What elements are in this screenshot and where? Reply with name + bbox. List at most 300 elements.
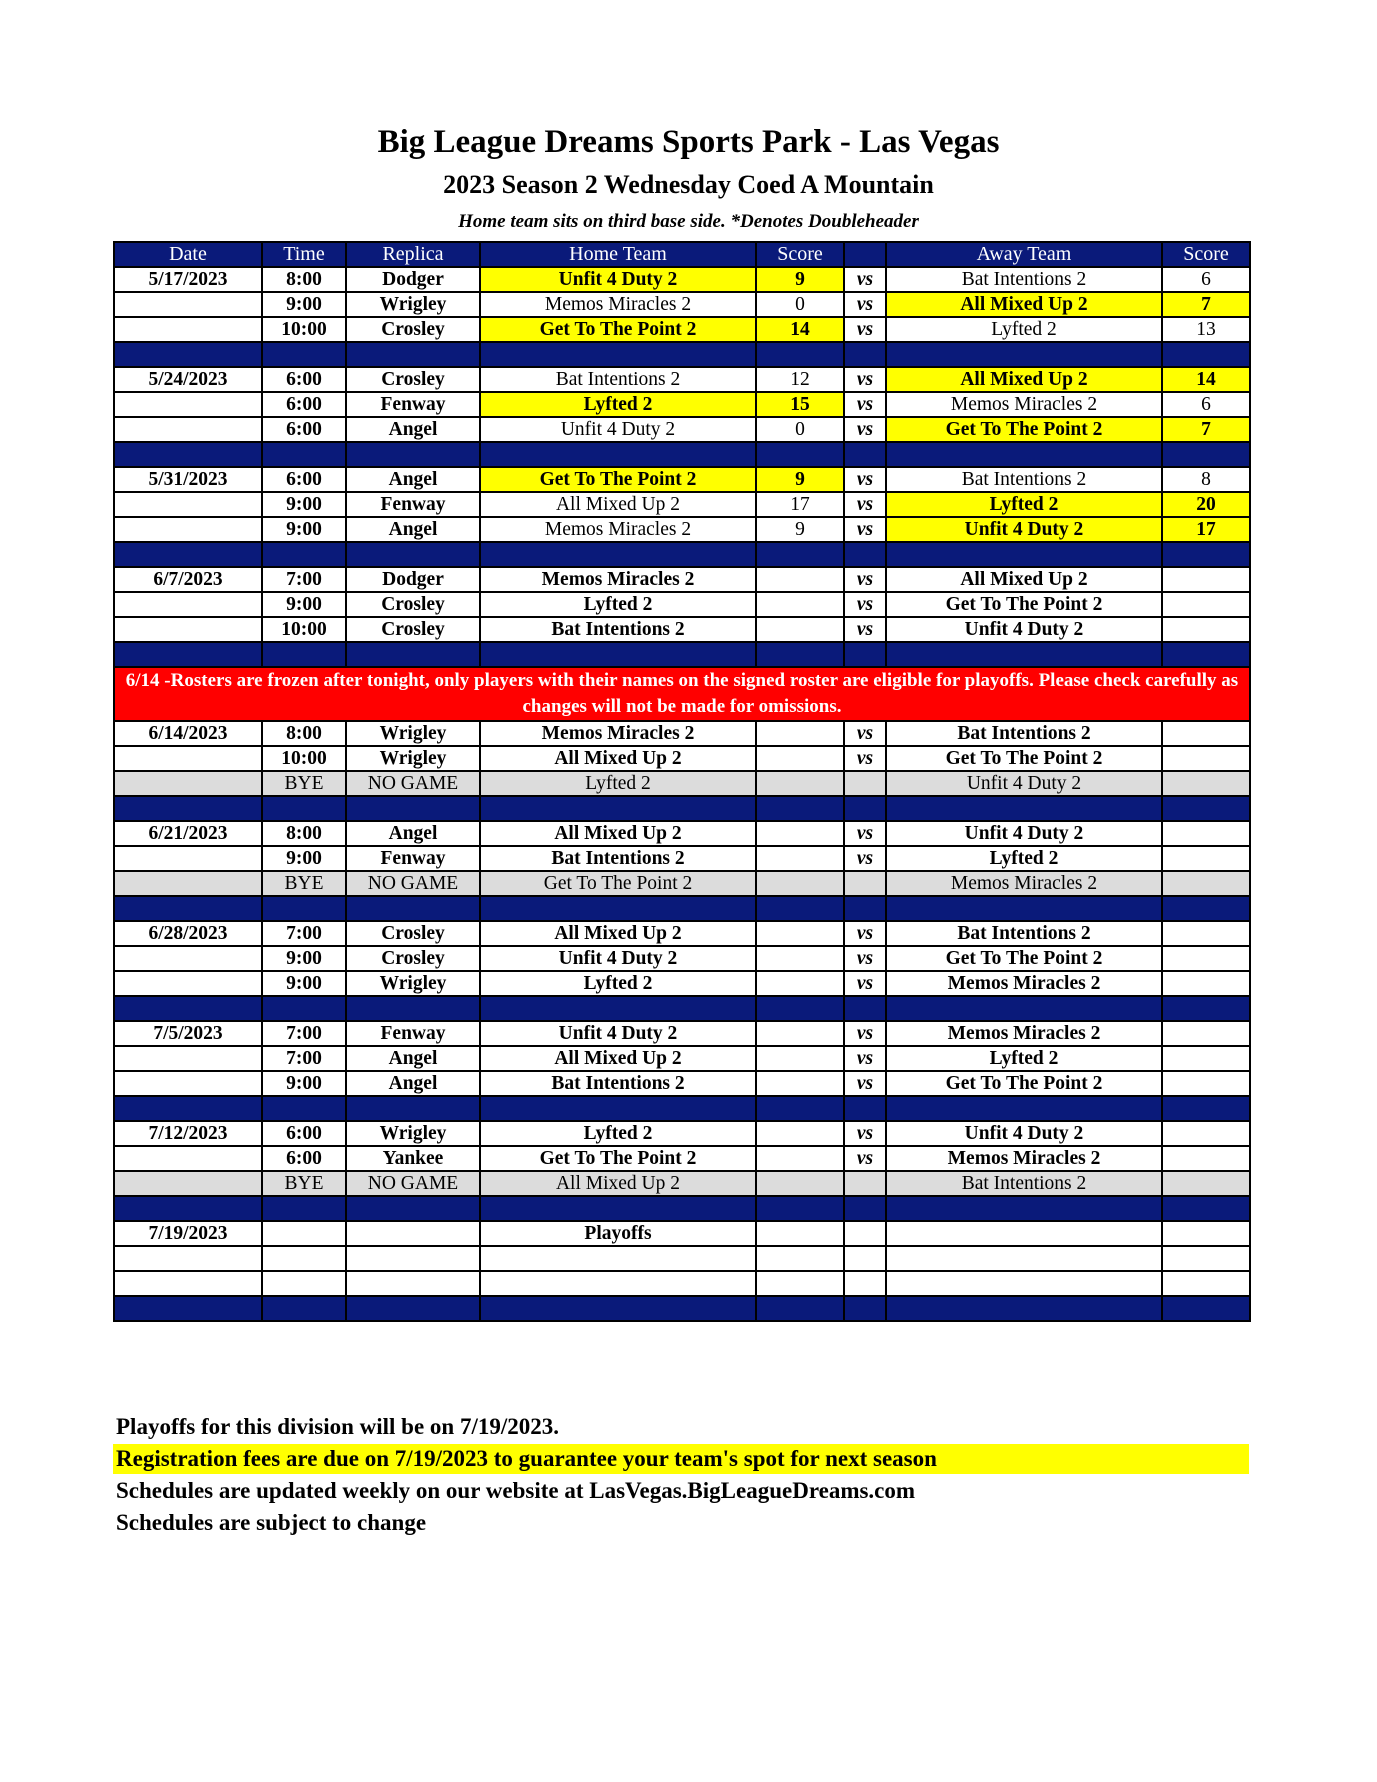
- cell-time: 6:00: [262, 1146, 346, 1171]
- cell-time: 8:00: [262, 721, 346, 746]
- cell-vs: vs: [844, 292, 886, 317]
- cell-time: 8:00: [262, 267, 346, 292]
- schedule-table: [113, 241, 1251, 1322]
- cell-replica: Angel: [346, 517, 480, 542]
- separator-cell: [756, 1296, 844, 1321]
- cell-time: 7:00: [262, 1046, 346, 1071]
- cell-home-score: [756, 771, 844, 796]
- cell-away-team: Get To The Point 2: [886, 592, 1162, 617]
- cell-home-team: Get To The Point 2: [480, 871, 756, 896]
- cell-away-team: Bat Intentions 2: [886, 467, 1162, 492]
- separator-cell: [262, 996, 346, 1021]
- separator-cell: [756, 996, 844, 1021]
- separator-cell: [1162, 442, 1250, 467]
- cell-vs: vs: [844, 492, 886, 517]
- cell-vs: [844, 1246, 886, 1271]
- table-row: [114, 617, 1250, 642]
- week-separator-row: [114, 342, 1250, 367]
- cell-home-score: 17: [756, 492, 844, 517]
- cell-away-score: [1162, 1246, 1250, 1271]
- separator-cell: [886, 1196, 1162, 1221]
- cell-time: 10:00: [262, 746, 346, 771]
- footer-change-note: Schedules are subject to change: [116, 1510, 427, 1535]
- cell-vs: vs: [844, 971, 886, 996]
- cell-home-score: 15: [756, 392, 844, 417]
- table-row: [114, 846, 1250, 871]
- separator-cell: [1162, 1096, 1250, 1121]
- separator-cell: [756, 342, 844, 367]
- cell-home-score: [756, 1246, 844, 1271]
- cell-date: [114, 846, 262, 871]
- cell-away-team: Lyfted 2: [886, 1046, 1162, 1071]
- cell-home-team: Unfit 4 Duty 2: [480, 267, 756, 292]
- cell-vs: [844, 771, 886, 796]
- table-row: [114, 1221, 1250, 1246]
- page-title: Big League Dreams Sports Park - Las Vegas: [377, 124, 1000, 160]
- cell-away-team: Get To The Point 2: [886, 1071, 1162, 1096]
- separator-cell: [844, 1096, 886, 1121]
- cell-replica: Angel: [346, 1046, 480, 1071]
- separator-cell: [844, 1296, 886, 1321]
- week-separator-row: [114, 542, 1250, 567]
- separator-cell: [844, 342, 886, 367]
- cell-vs: vs: [844, 946, 886, 971]
- cell-away-score: [1162, 771, 1250, 796]
- cell-vs: [844, 871, 886, 896]
- cell-time: 6:00: [262, 1121, 346, 1146]
- cell-date: [114, 771, 262, 796]
- cell-date: [114, 946, 262, 971]
- separator-cell: [886, 442, 1162, 467]
- cell-home-team: Lyfted 2: [480, 392, 756, 417]
- cell-home-team: Unfit 4 Duty 2: [480, 946, 756, 971]
- cell-home-score: [756, 1021, 844, 1046]
- cell-vs: vs: [844, 921, 886, 946]
- cell-vs: vs: [844, 417, 886, 442]
- cell-away-team: [886, 1246, 1162, 1271]
- cell-home-team: [480, 1271, 756, 1296]
- separator-cell: [756, 796, 844, 821]
- cell-away-score: 6: [1162, 392, 1250, 417]
- cell-home-score: [756, 567, 844, 592]
- cell-home-team: All Mixed Up 2: [480, 746, 756, 771]
- cell-away-score: [1162, 617, 1250, 642]
- cell-replica: Crosley: [346, 317, 480, 342]
- cell-replica: Wrigley: [346, 721, 480, 746]
- cell-date: 5/24/2023: [114, 367, 262, 392]
- separator-cell: [346, 1196, 480, 1221]
- cell-home-score: [756, 1271, 844, 1296]
- cell-away-team: All Mixed Up 2: [886, 292, 1162, 317]
- cell-replica: Angel: [346, 821, 480, 846]
- separator-cell: [114, 1296, 262, 1321]
- cell-away-team: Memos Miracles 2: [886, 1021, 1162, 1046]
- separator-cell: [346, 1296, 480, 1321]
- cell-home-team: Lyfted 2: [480, 971, 756, 996]
- separator-cell: [756, 442, 844, 467]
- footer-registration-note: Registration fees are due on 7/19/2023 to guarantee your team's spot for next season: [113, 1444, 1249, 1474]
- table-row: [114, 1021, 1250, 1046]
- cell-vs: vs: [844, 392, 886, 417]
- cell-away-score: [1162, 1121, 1250, 1146]
- cell-away-score: 14: [1162, 367, 1250, 392]
- table-row: [114, 821, 1250, 846]
- cell-home-team: Lyfted 2: [480, 771, 756, 796]
- cell-vs: vs: [844, 746, 886, 771]
- separator-cell: [114, 796, 262, 821]
- cell-home-team: Bat Intentions 2: [480, 367, 756, 392]
- cell-away-score: 7: [1162, 417, 1250, 442]
- cell-home-score: 14: [756, 317, 844, 342]
- cell-time: 7:00: [262, 567, 346, 592]
- cell-time: 6:00: [262, 392, 346, 417]
- separator-cell: [346, 642, 480, 667]
- cell-home-team: Get To The Point 2: [480, 467, 756, 492]
- cell-time: 9:00: [262, 846, 346, 871]
- cell-away-team: Get To The Point 2: [886, 417, 1162, 442]
- separator-cell: [844, 642, 886, 667]
- cell-replica: Crosley: [346, 592, 480, 617]
- table-row: [114, 517, 1250, 542]
- cell-home-score: [756, 971, 844, 996]
- cell-replica: [346, 1221, 480, 1246]
- bye-row: [114, 871, 1250, 896]
- cell-time: 6:00: [262, 367, 346, 392]
- cell-home-score: [756, 1171, 844, 1196]
- table-row: [114, 492, 1250, 517]
- cell-replica: Wrigley: [346, 292, 480, 317]
- cell-replica: Crosley: [346, 367, 480, 392]
- separator-cell: [262, 542, 346, 567]
- cell-vs: vs: [844, 1121, 886, 1146]
- separator-cell: [262, 1096, 346, 1121]
- separator-cell: [1162, 542, 1250, 567]
- cell-replica: Crosley: [346, 617, 480, 642]
- table-row: [114, 721, 1250, 746]
- cell-away-team: Lyfted 2: [886, 846, 1162, 871]
- cell-time: BYE: [262, 771, 346, 796]
- cell-time: 8:00: [262, 821, 346, 846]
- cell-time: [262, 1246, 346, 1271]
- header-time: Time: [262, 242, 346, 267]
- cell-home-team: Memos Miracles 2: [480, 721, 756, 746]
- separator-cell: [844, 996, 886, 1021]
- cell-vs: vs: [844, 1046, 886, 1071]
- header-away-score: Score: [1162, 242, 1250, 267]
- cell-vs: vs: [844, 1021, 886, 1046]
- separator-cell: [114, 342, 262, 367]
- separator-cell: [886, 796, 1162, 821]
- cell-away-team: Bat Intentions 2: [886, 267, 1162, 292]
- separator-cell: [114, 1196, 262, 1221]
- cell-away-team: Memos Miracles 2: [886, 1146, 1162, 1171]
- week-separator-row: [114, 442, 1250, 467]
- cell-replica: Dodger: [346, 567, 480, 592]
- cell-replica: Fenway: [346, 846, 480, 871]
- week-separator-row: [114, 1296, 1250, 1321]
- week-separator-row: [114, 896, 1250, 921]
- separator-cell: [262, 896, 346, 921]
- separator-cell: [1162, 342, 1250, 367]
- separator-cell: [886, 342, 1162, 367]
- cell-home-score: 9: [756, 467, 844, 492]
- cell-date: [114, 1171, 262, 1196]
- cell-away-team: Get To The Point 2: [886, 746, 1162, 771]
- cell-time: 10:00: [262, 317, 346, 342]
- table-row: [114, 1246, 1250, 1271]
- cell-vs: vs: [844, 721, 886, 746]
- cell-date: [114, 1071, 262, 1096]
- cell-replica: Wrigley: [346, 746, 480, 771]
- cell-home-score: 9: [756, 267, 844, 292]
- separator-cell: [480, 442, 756, 467]
- cell-vs: vs: [844, 467, 886, 492]
- cell-away-score: 7: [1162, 292, 1250, 317]
- cell-home-score: [756, 1221, 844, 1246]
- cell-away-score: [1162, 1071, 1250, 1096]
- cell-home-team: Bat Intentions 2: [480, 1071, 756, 1096]
- schedule-note: Home team sits on third base side. *Denotes Doubleheader: [458, 211, 919, 232]
- cell-away-team: Lyfted 2: [886, 317, 1162, 342]
- cell-time: 9:00: [262, 517, 346, 542]
- header-home-score: Score: [756, 242, 844, 267]
- cell-date: [114, 971, 262, 996]
- separator-cell: [262, 1296, 346, 1321]
- table-row: [114, 746, 1250, 771]
- cell-replica: NO GAME: [346, 771, 480, 796]
- cell-away-team: All Mixed Up 2: [886, 367, 1162, 392]
- cell-vs: vs: [844, 1146, 886, 1171]
- header-vs: [844, 242, 886, 267]
- header-away-team: Away Team: [886, 242, 1162, 267]
- separator-cell: [346, 896, 480, 921]
- cell-away-score: 8: [1162, 467, 1250, 492]
- table-row: [114, 392, 1250, 417]
- cell-date: 6/21/2023: [114, 821, 262, 846]
- separator-cell: [480, 642, 756, 667]
- separator-cell: [886, 642, 1162, 667]
- cell-away-team: Lyfted 2: [886, 492, 1162, 517]
- footer-playoffs-note: Playoffs for this division will be on 7/19/2023.: [116, 1414, 560, 1439]
- table-row: [114, 467, 1250, 492]
- table-row: [114, 921, 1250, 946]
- cell-date: 7/19/2023: [114, 1221, 262, 1246]
- roster-notice: 6/14 -Rosters are frozen after tonight, only players with their names on the signed roster are eligible for playoffs. Please check carefully as changes will not be made for omissions.: [114, 667, 1250, 721]
- cell-replica: Yankee: [346, 1146, 480, 1171]
- cell-away-score: [1162, 971, 1250, 996]
- cell-date: [114, 871, 262, 896]
- separator-cell: [756, 1096, 844, 1121]
- cell-away-score: 13: [1162, 317, 1250, 342]
- separator-cell: [480, 896, 756, 921]
- cell-vs: vs: [844, 517, 886, 542]
- cell-home-score: [756, 592, 844, 617]
- cell-time: 10:00: [262, 617, 346, 642]
- cell-vs: vs: [844, 821, 886, 846]
- cell-date: 6/14/2023: [114, 721, 262, 746]
- cell-away-team: Memos Miracles 2: [886, 392, 1162, 417]
- separator-cell: [346, 1096, 480, 1121]
- table-header-row: [114, 242, 1250, 267]
- cell-vs: [844, 1171, 886, 1196]
- separator-cell: [844, 1196, 886, 1221]
- cell-away-team: Unfit 4 Duty 2: [886, 1121, 1162, 1146]
- separator-cell: [114, 642, 262, 667]
- cell-time: BYE: [262, 1171, 346, 1196]
- cell-away-team: Get To The Point 2: [886, 946, 1162, 971]
- cell-date: [114, 392, 262, 417]
- cell-replica: Fenway: [346, 492, 480, 517]
- cell-home-score: [756, 721, 844, 746]
- cell-home-team: All Mixed Up 2: [480, 492, 756, 517]
- separator-cell: [480, 342, 756, 367]
- cell-home-score: [756, 946, 844, 971]
- cell-date: 6/7/2023: [114, 567, 262, 592]
- cell-home-score: [756, 1146, 844, 1171]
- cell-away-score: [1162, 871, 1250, 896]
- table-row: [114, 1046, 1250, 1071]
- cell-away-team: Memos Miracles 2: [886, 971, 1162, 996]
- cell-away-score: [1162, 567, 1250, 592]
- cell-home-team: Memos Miracles 2: [480, 517, 756, 542]
- week-separator-row: [114, 996, 1250, 1021]
- separator-cell: [480, 542, 756, 567]
- separator-cell: [480, 996, 756, 1021]
- cell-time: 9:00: [262, 492, 346, 517]
- cell-away-score: [1162, 946, 1250, 971]
- separator-cell: [346, 796, 480, 821]
- cell-replica: Crosley: [346, 921, 480, 946]
- separator-cell: [1162, 642, 1250, 667]
- cell-vs: vs: [844, 267, 886, 292]
- cell-vs: vs: [844, 846, 886, 871]
- cell-home-team: All Mixed Up 2: [480, 921, 756, 946]
- cell-away-score: [1162, 1146, 1250, 1171]
- cell-away-score: 6: [1162, 267, 1250, 292]
- page-subtitle: 2023 Season 2 Wednesday Coed A Mountain: [443, 170, 934, 199]
- week-separator-row: [114, 1196, 1250, 1221]
- separator-cell: [844, 442, 886, 467]
- cell-away-team: [886, 1271, 1162, 1296]
- cell-date: [114, 317, 262, 342]
- table-row: [114, 267, 1250, 292]
- cell-home-score: 9: [756, 517, 844, 542]
- cell-replica: Crosley: [346, 946, 480, 971]
- cell-home-score: [756, 617, 844, 642]
- separator-cell: [886, 542, 1162, 567]
- cell-away-score: [1162, 1221, 1250, 1246]
- separator-cell: [262, 342, 346, 367]
- table-row: [114, 592, 1250, 617]
- cell-away-score: [1162, 821, 1250, 846]
- separator-cell: [346, 542, 480, 567]
- cell-replica: NO GAME: [346, 1171, 480, 1196]
- header-home-team: Home Team: [480, 242, 756, 267]
- cell-away-score: [1162, 721, 1250, 746]
- cell-home-team: All Mixed Up 2: [480, 1171, 756, 1196]
- cell-home-team: Bat Intentions 2: [480, 617, 756, 642]
- cell-time: 9:00: [262, 592, 346, 617]
- cell-home-team: Unfit 4 Duty 2: [480, 1021, 756, 1046]
- cell-home-score: [756, 921, 844, 946]
- cell-home-team: Memos Miracles 2: [480, 292, 756, 317]
- cell-home-team: Memos Miracles 2: [480, 567, 756, 592]
- cell-away-score: [1162, 921, 1250, 946]
- cell-time: 7:00: [262, 1021, 346, 1046]
- separator-cell: [1162, 996, 1250, 1021]
- separator-cell: [346, 442, 480, 467]
- separator-cell: [886, 996, 1162, 1021]
- cell-replica: Fenway: [346, 392, 480, 417]
- cell-date: [114, 1246, 262, 1271]
- cell-vs: vs: [844, 1071, 886, 1096]
- cell-date: [114, 746, 262, 771]
- cell-away-team: Unfit 4 Duty 2: [886, 617, 1162, 642]
- cell-vs: vs: [844, 617, 886, 642]
- cell-replica: Wrigley: [346, 971, 480, 996]
- separator-cell: [480, 1096, 756, 1121]
- separator-cell: [756, 542, 844, 567]
- separator-cell: [114, 442, 262, 467]
- cell-vs: vs: [844, 592, 886, 617]
- cell-time: 9:00: [262, 946, 346, 971]
- cell-replica: Fenway: [346, 1021, 480, 1046]
- cell-time: 9:00: [262, 292, 346, 317]
- table-row: [114, 367, 1250, 392]
- cell-away-score: 20: [1162, 492, 1250, 517]
- cell-home-team: Get To The Point 2: [480, 317, 756, 342]
- table-row: [114, 1146, 1250, 1171]
- separator-cell: [346, 996, 480, 1021]
- table-row: [114, 567, 1250, 592]
- cell-vs: [844, 1271, 886, 1296]
- cell-home-team: Unfit 4 Duty 2: [480, 417, 756, 442]
- week-separator-row: [114, 642, 1250, 667]
- cell-away-score: [1162, 746, 1250, 771]
- separator-cell: [262, 796, 346, 821]
- separator-cell: [886, 1096, 1162, 1121]
- separator-cell: [114, 896, 262, 921]
- cell-away-score: [1162, 1171, 1250, 1196]
- bye-row: [114, 771, 1250, 796]
- cell-vs: vs: [844, 317, 886, 342]
- table-row: [114, 1071, 1250, 1096]
- cell-date: [114, 1271, 262, 1296]
- separator-cell: [886, 1296, 1162, 1321]
- cell-home-team: Lyfted 2: [480, 592, 756, 617]
- footer-website-note: Schedules are updated weekly on our website at LasVegas.BigLeagueDreams.com: [116, 1478, 916, 1503]
- cell-time: 6:00: [262, 467, 346, 492]
- bye-row: [114, 1171, 1250, 1196]
- separator-cell: [480, 796, 756, 821]
- cell-date: [114, 517, 262, 542]
- cell-time: [262, 1271, 346, 1296]
- separator-cell: [262, 642, 346, 667]
- cell-date: [114, 417, 262, 442]
- separator-cell: [114, 542, 262, 567]
- cell-away-team: All Mixed Up 2: [886, 567, 1162, 592]
- cell-home-score: [756, 821, 844, 846]
- table-row: [114, 292, 1250, 317]
- table-row: [114, 971, 1250, 996]
- table-row: [114, 317, 1250, 342]
- separator-cell: [756, 1196, 844, 1221]
- cell-date: [114, 492, 262, 517]
- separator-cell: [1162, 896, 1250, 921]
- cell-vs: vs: [844, 367, 886, 392]
- cell-home-score: 0: [756, 292, 844, 317]
- cell-home-score: [756, 1121, 844, 1146]
